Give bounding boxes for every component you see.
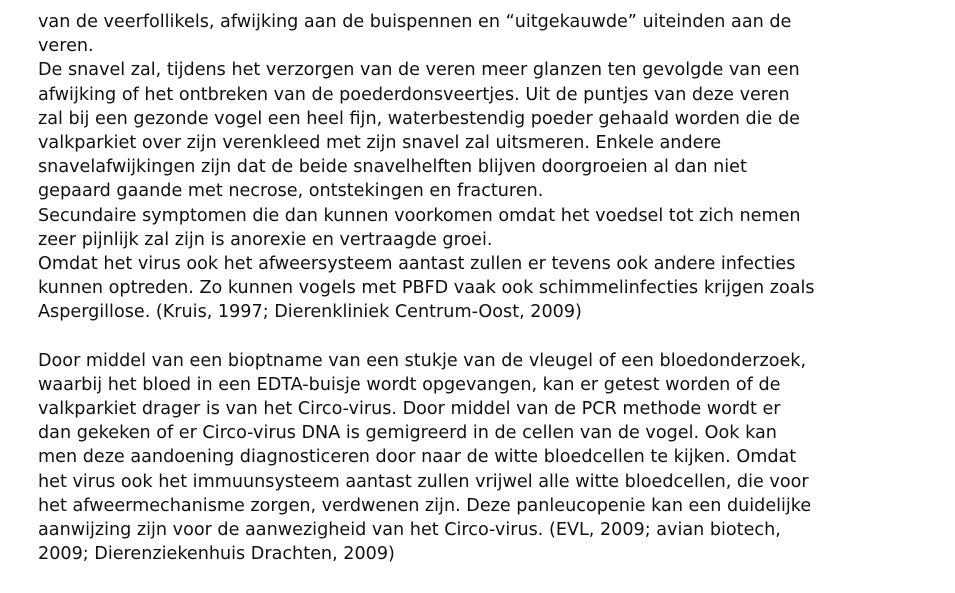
text-line: Aspergillose. (Kruis, 1997; Dierenkliniek Centrum-Oost, 2009) xyxy=(38,302,582,323)
paragraph-diagnosis xyxy=(38,349,935,567)
text-line: zal bij een gezonde vogel een heel fijn, waterbestendig poeder gehaald worden die de xyxy=(38,108,800,129)
text-line: gepaard gaande met necrose, ontstekingen en fracturen. xyxy=(38,181,544,202)
text-line: zeer pijnlijk zal zijn is anorexie en vertraagde groei. xyxy=(38,229,493,250)
text-line: men deze aandoening diagnosticeren door naar de witte bloedcellen te kijken. Omdat xyxy=(38,447,797,468)
text-line: 2009; Dierenziekenhuis Drachten, 2009) xyxy=(38,544,395,565)
text-line: van de veerfollikels, afwijking aan de buispennen en “uitgekauwde” uiteinden aan de xyxy=(38,12,792,32)
text-line: veren. xyxy=(38,36,94,57)
paragraph-feather-symptoms xyxy=(38,10,935,58)
text-line: valkparkiet drager is van het Circo-virus. Door middel van de PCR methode wordt er xyxy=(38,399,781,419)
text-line: het afweermechanisme zorgen, verdwenen zijn. Deze panleucopenie kan een duidelijke xyxy=(38,495,812,516)
text-line: valkparkiet over zijn verenkleed met zijn snavel zal uitsmeren. Enkele andere xyxy=(38,132,722,153)
paragraph-beak-symptoms xyxy=(38,58,935,203)
text-line: Secundaire symptomen die dan kunnen voorkomen omdat het voedsel tot zich nemen xyxy=(38,205,801,226)
text-line: dan gekeken of er Circo-virus DNA is gemigreerd in de cellen van de vogel. Ook kan xyxy=(38,423,777,444)
text-line: het virus ook het immuunsysteem aantast zullen vrijwel alle witte bloedcellen, die voor xyxy=(38,471,809,492)
text-line: Omdat het virus ook het afweersysteem aantast zullen er tevens ook andere infecties xyxy=(38,253,796,274)
text-line: De snavel zal, tijdens het verzorgen van de veren meer glanzen ten gevolgde van een xyxy=(38,60,800,81)
text-line: aanwijzing zijn voor de aanwezigheid van het Circo-virus. (EVL, 2009; avian biotech, xyxy=(38,519,781,540)
text-line: kunnen optreden. Zo kunnen vogels met PBFD vaak ook schimmelinfecties krijgen zoals xyxy=(38,278,815,299)
text-line: snavelafwijkingen zijn dat de beide snavelhelften blijven doorgroeien al dan niet xyxy=(38,157,747,178)
text-line: afwijking of het ontbreken van de poederdonsveertjes. Uit de puntjes van deze veren xyxy=(38,84,790,105)
paragraph-spacer xyxy=(38,324,935,348)
paragraph-secondary-symptoms xyxy=(38,204,935,252)
text-line: Door middel van een bioptname van een stukje van de vleugel of een bloedonderzoek, xyxy=(38,350,807,371)
paragraph-infections xyxy=(38,252,935,325)
text-line: waarbij het bloed in een EDTA-buisje wordt opgevangen, kan er getest worden of de xyxy=(38,374,781,395)
